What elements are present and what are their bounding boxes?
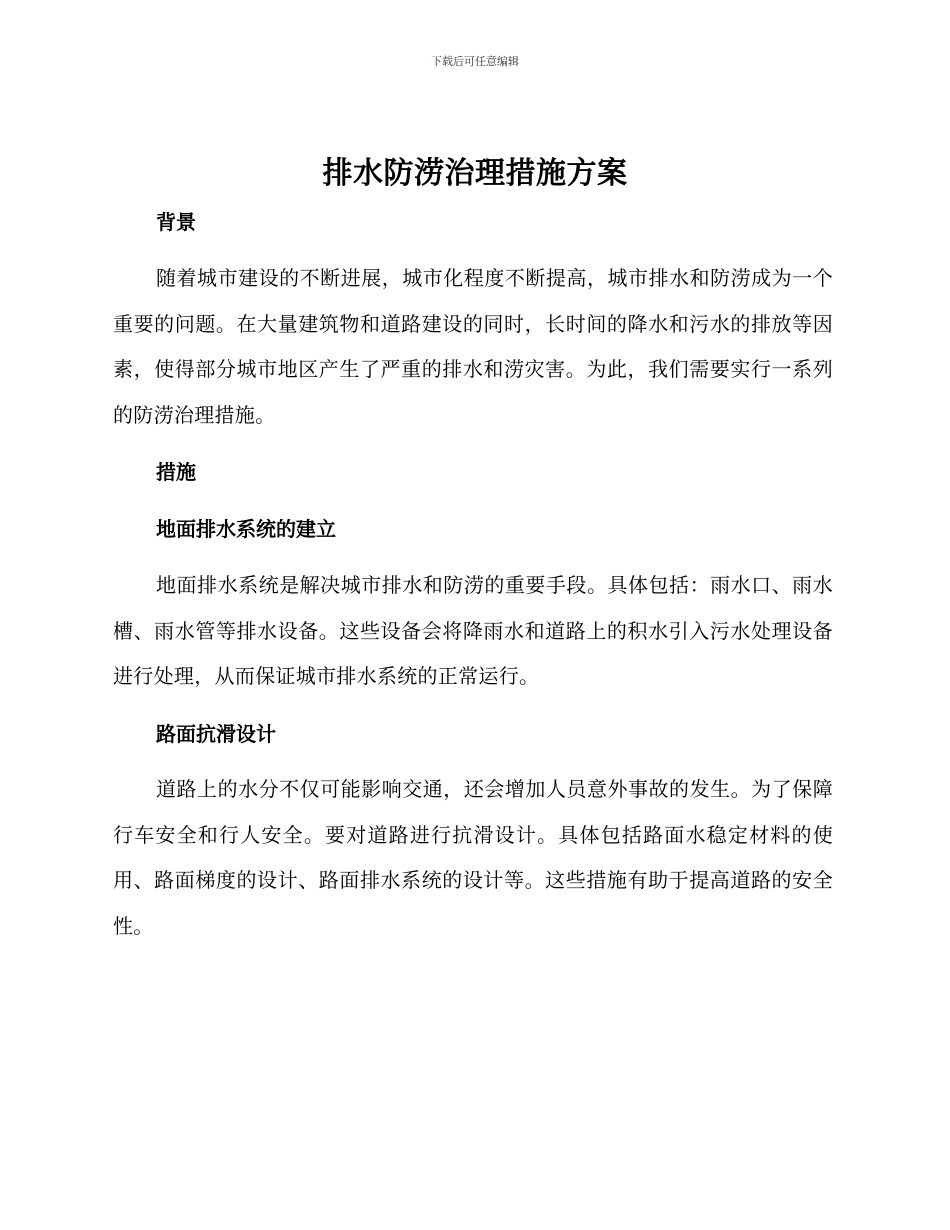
document-title: 排水防涝治理措施方案 bbox=[322, 156, 628, 191]
section-heading-ground-drainage: 地面排水系统的建立 bbox=[156, 517, 336, 541]
section-heading-anti-skid: 路面抗滑设计 bbox=[156, 722, 276, 746]
section-paragraph-ground-drainage: 地面排水系统是解决城市排水和防涝的重要手段。具体包括：雨水口、雨水槽、雨水管等排水设备。这些设备会将降雨水和道路上的积水引入污水处理设备进行处理，从而保证城市排水系统的正常运行。 bbox=[113, 573, 833, 688]
section-heading-measures: 措施 bbox=[156, 460, 196, 484]
section-paragraph-background: 随着城市建设的不断进展，城市化程度不断提高，城市排水和防涝成为一个重要的问题。在大量建筑物和道路建设的同时，长时间的降水和污水的排放等因素，使得部分城市地区产生了严重的排水和涝灾害。为此，我们需要实行一系列的防涝治理措施。 bbox=[113, 266, 833, 427]
page-header-note: 下载后可任意编辑 bbox=[431, 55, 519, 68]
section-heading-background: 背景 bbox=[156, 210, 196, 234]
section-paragraph-anti-skid: 道路上的水分不仅可能影响交通，还会增加人员意外事故的发生。为了保障行车安全和行人安全。要对道路进行抗滑设计。具体包括路面水稳定材料的使用、路面梯度的设计、路面排水系统的设计等。这些措施有助于提高道路的安全性。 bbox=[113, 777, 833, 938]
